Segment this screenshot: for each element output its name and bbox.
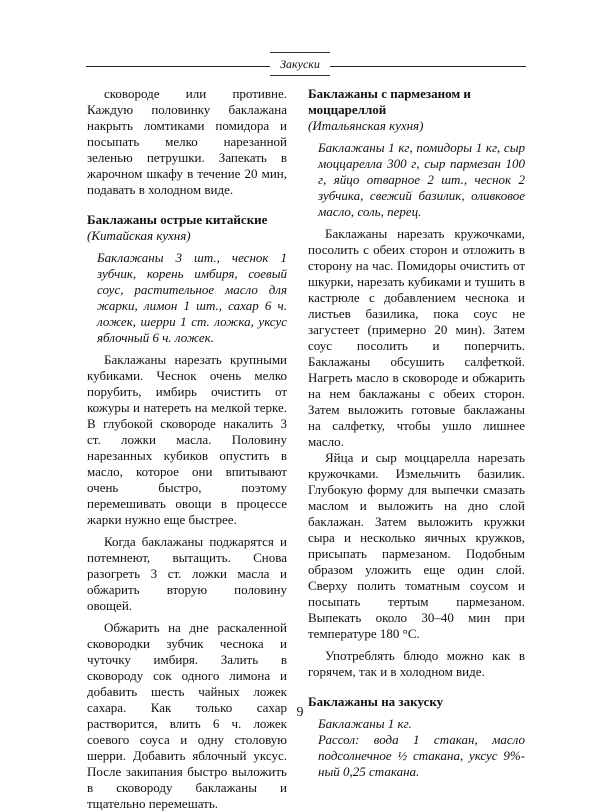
recipe-title-chinese: Баклажаны острые китайские <box>87 212 268 227</box>
page-number: 9 <box>296 705 304 720</box>
recipe-ingredient-line: Баклажаны 1 кг. <box>318 716 412 731</box>
header-rule-left <box>86 66 270 67</box>
recipe-step: Обжарить на дне раскаленной сковородки зубчик чеснока и чуточку имбиря. Залить в сковороду сок одного лимона и добавить шесть чайных ложек сахара. Как только сахар растворится, влить 6 ч. ложек соевого соуса и одну столовую шерри. Добавить яблочный уксус. После закипания быстро выложить в сковороду баклажаны и тщательно перемешать. <box>87 620 287 811</box>
recipe-ingredients-chinese: Баклажаны 3 шт., чеснок 1 зубчик, корень имбиря, соевый соус, растительное масло для жарки, лимон 1 шт., сахар 6 ч. ложек, шерри 1 ст. ложка, уксус яблочный 6 ч. ложек. <box>97 250 287 345</box>
recipe-step: Употреблять блюдо можно как в горячем, так и в холодном виде. <box>308 648 525 679</box>
right-column <box>308 86 525 786</box>
recipe-cuisine-chinese: (Китайская кухня) <box>87 228 191 243</box>
section-header: Закуски <box>270 52 330 76</box>
left-column <box>87 86 287 812</box>
recipe-cuisine-italian: (Итальянская кухня) <box>308 118 424 133</box>
recipe-step: Баклажаны нарезать крупными кубиками. Чеснок очень мелко порубить, имбирь очистить от кожуры и натереть на мелкой терке. В глубокой сковороде накалить 3 ст. ложки масла. Половину нарезанных кубиков опустить в масло, которое они впитывают очень быстро, поэтому перемешивать овощи в процессе жарки нужно еще быстрее. <box>87 352 287 527</box>
recipe-ingredient-line: Рассол: вода 1 стакан, масло подсолнечное ½ стакана, уксус 9%-ный 0,25 стакана. <box>318 732 525 779</box>
recipe-step: Яйца и сыр моццарелла нарезать кружочками. Измельчить базилик. Глубокую форму для выпечки смазать маслом и выложить на дно слой баклажан. Затем выложить кружки сыра и несколько яичных кружков, присыпать пармезаном. Подобным образом уложить еще один слой. Сверху полить томатным соусом и посыпать тертым пармезаном. Выпекать около 30–40 мин при температуре 180 °С. <box>308 450 525 641</box>
recipe-title-appetizer: Баклажаны на закуску <box>308 694 444 709</box>
recipe-title-italian: Баклажаны с пармезаном и моццареллой <box>308 86 471 117</box>
header-rule-right <box>330 66 526 67</box>
recipe-ingredients-italian: Баклажаны 1 кг, помидоры 1 кг, сыр моццарелла 300 г, сыр пармезан 100 г, яйцо отварное 2 шт., чеснок 2 зубчика, свежий базилик, оливковое масло, соль, перец. <box>318 140 525 219</box>
recipe-step: Когда баклажаны поджарятся и потемнеют, вытащить. Снова разогреть 3 ст. ложки масла и обжарить вторую половину овощей. <box>87 534 287 613</box>
continuation-text: сковороде или противне. Каждую половинку баклажана накрыть ломтиками помидора и посыпать мелко нарезанной зеленью петрушки. Запекать в жарочном шкафу в течение 20 мин, подавать в холодном виде. <box>87 86 287 197</box>
recipe-step: Баклажаны нарезать кружочками, посолить с обеих сторон и отложить в сторону на час. Помидоры очистить от шкурки, нарезать кубиками и тушить в кастрюле с добавлением чеснока и листьев базилика, пока соус не загустеет (примерно 20 мин). Затем соус посолить и поперчить. Баклажаны обсушить салфеткой. Нагреть масло в сковороде и обжарить на нем баклажаны с обеих сторон. Затем выложить готовые баклажаны на салфетку, чтобы ушло лишнее масло. <box>308 226 525 449</box>
